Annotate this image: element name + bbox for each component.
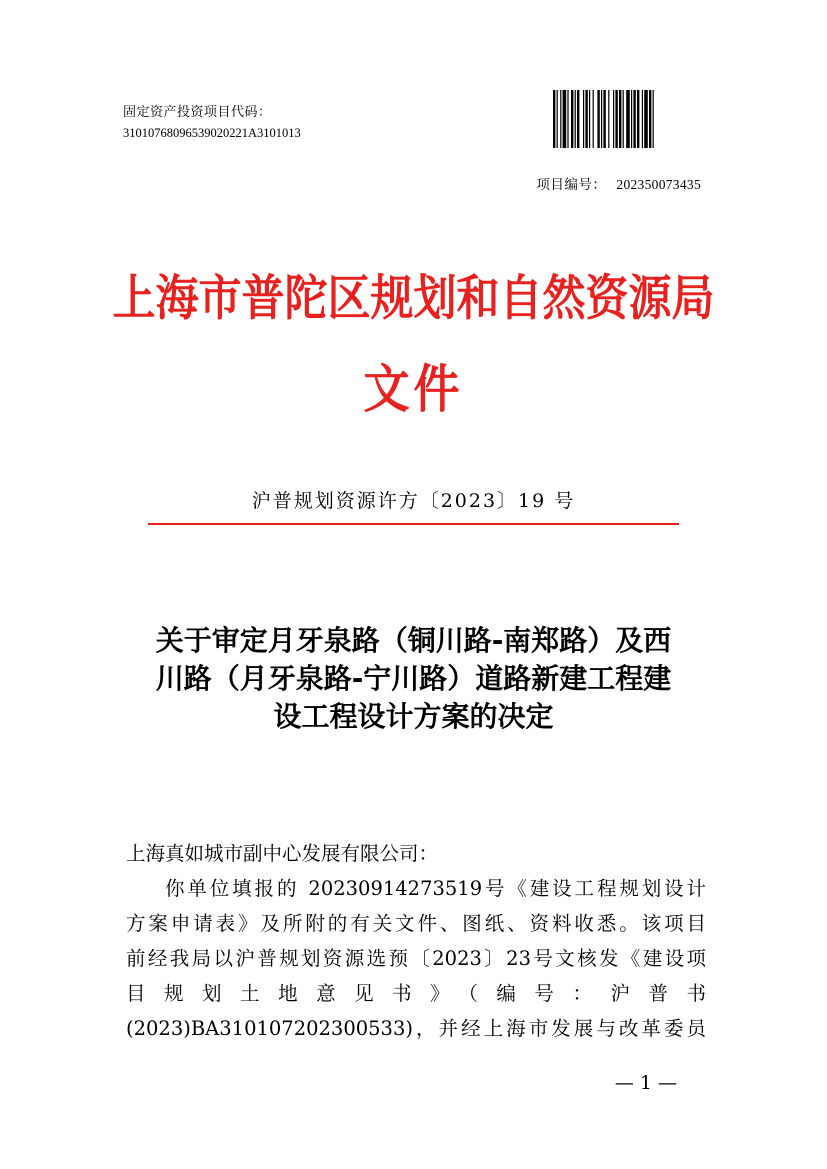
body-line-3: 前经我局以沪普规划资源选预〔2023〕23号文核发《建设项 (126, 947, 706, 970)
document-body (126, 836, 706, 1046)
barcode-bar (583, 90, 584, 148)
barcode-bar (637, 90, 639, 148)
salutation: 上海真如城市副中心发展有限公司： (126, 842, 439, 865)
barcode-bar (633, 90, 635, 148)
title-line-2: 川路（月牙泉路-宁川路）道路新建工程建 (155, 662, 672, 695)
barcode-bar (557, 90, 558, 148)
red-divider (148, 523, 679, 525)
barcode-bar (631, 90, 632, 148)
barcode-bar (644, 90, 648, 148)
body-line-4: 目规划土地意见书》（编号：沪普书 (126, 982, 706, 1005)
barcode-bar (649, 90, 651, 148)
barcode-bar (653, 90, 654, 148)
barcode-bar (589, 90, 590, 148)
barcode-bar (608, 90, 609, 148)
document-title (110, 622, 717, 736)
page-number: — 1 — (614, 1072, 677, 1094)
barcode-bar (601, 90, 602, 148)
project-number-value: 202350073435 (616, 177, 701, 192)
title-line-1: 关于审定月牙泉路（铜川路-南郑路）及西 (155, 624, 672, 657)
barcode-bar (575, 90, 576, 148)
barcode-bar (642, 90, 643, 148)
barcode-bar (563, 90, 567, 148)
document-number: 沪普规划资源许方〔2023〕19 号 (251, 490, 576, 512)
barcode-bar (553, 90, 555, 148)
barcode-bar (623, 90, 624, 148)
barcode-bar (585, 90, 587, 148)
barcode-bar (597, 90, 599, 148)
body-line-1: 你单位填报的 20230914273519号《建设工程规划设计 (165, 877, 706, 900)
barcode-bar (619, 90, 621, 148)
barcode-bar (613, 90, 614, 148)
document-type: 文件 (363, 358, 464, 420)
barcode-bar (603, 90, 605, 148)
barcode-bar (626, 90, 630, 148)
body-line-2: 方案申请表》及所附的有关文件、图纸、资料收悉。该项目 (126, 912, 706, 935)
investment-code-label: 固定资产投资项目代码： (123, 105, 272, 120)
title-line-3: 设工程设计方案的决定 (273, 700, 554, 733)
barcode-bar (577, 90, 579, 148)
barcode-bar (567, 90, 568, 148)
project-number (536, 173, 701, 193)
project-number-label: 项目编号： (536, 177, 607, 193)
barcode-bar (560, 90, 561, 148)
investment-code: 31010768096539020221A3101013 (123, 126, 301, 140)
barcode-bar (593, 90, 594, 148)
issuer-name: 上海市普陀区规划和自然资源局 (112, 270, 715, 327)
body-line-5: (2023)BA310107202300533)，并经上海市发展与改革委员 (126, 1017, 706, 1040)
barcode-image (553, 90, 690, 148)
barcode-bar (615, 90, 617, 148)
barcode-bar (571, 90, 573, 148)
